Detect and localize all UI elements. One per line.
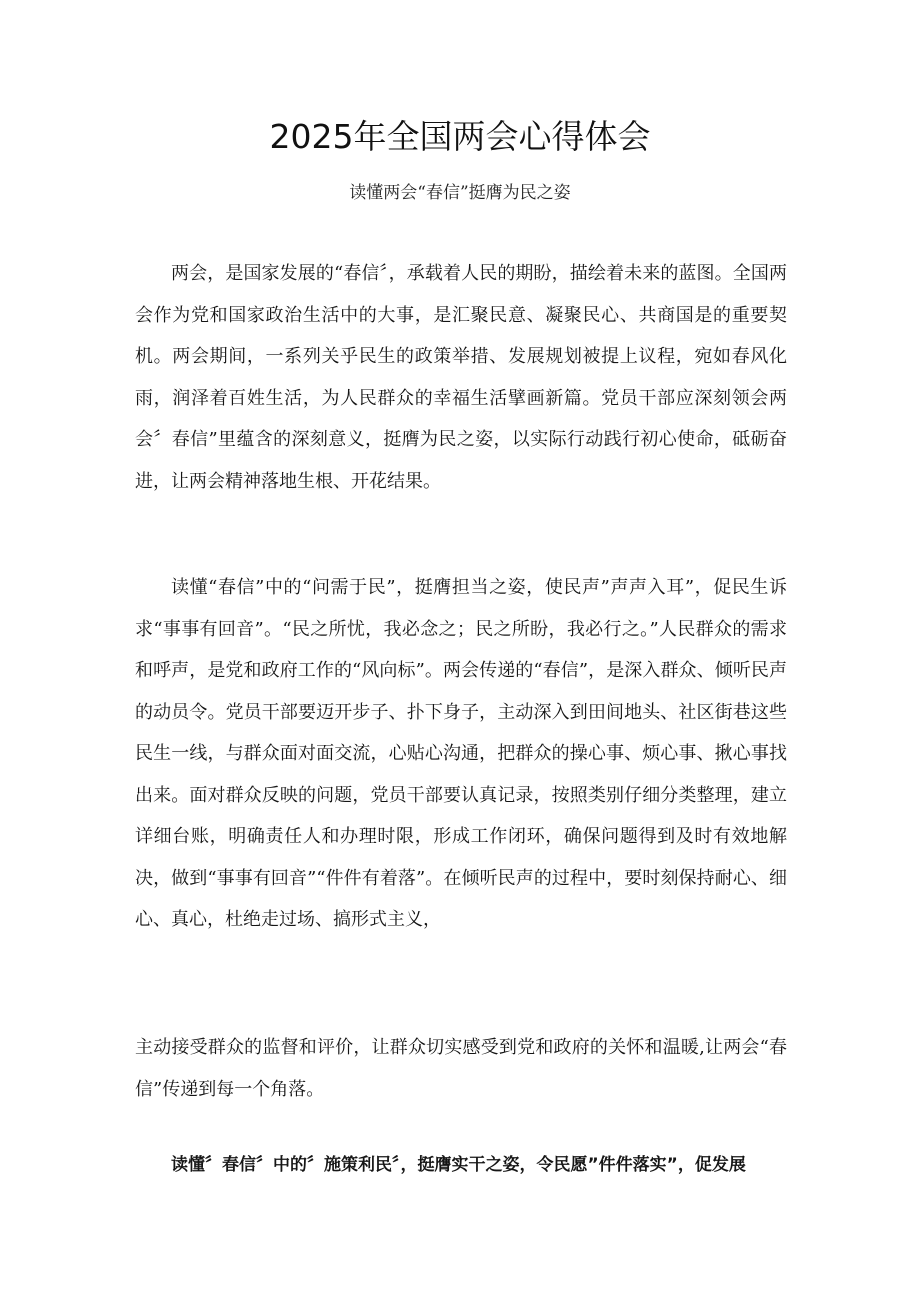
paragraph-listen-to-people: 读懂“春信”中的“问需于民”，挺膺担当之姿，使民声”声声入耳”，促民生诉求“事事有回音”。“民之所忧，我必念之；民之所盼，我必行之。”人民群众的需求和呼声，是党和政府工作的“风向标”。两会传递的“春信”，是深入群众、倾听民声的动员令。党员干部要迈开步子、扑下身子，主动深入到田间地头、社区街巷这些民生一线，与群众面对面交流，心贴心沟通，把群众的操心事、烦心事、揪心事找出来。面对群众反映的问题，党员干部要认真记录，按照类别仔细分类整理，建立详细台账，明确责任人和办理时限，形成工作闭环，确保问题得到及时有效地解决，做到“事事有回音”“件件有着落”。在倾听民声的过程中，要时刻保持耐心、细心、真心，杜绝走过场、搞形式主义， <box>135 577 787 930</box>
paragraph-continuation: 主动接受群众的监督和评价，让群众切实感受到党和政府的关怀和温暖,让两会“春信”传递到每一个角落。 <box>135 1037 787 1100</box>
paragraph-policy-heading: 读懂〞春信〞中的〞施策利民〞，挺膺实干之姿，令民愿”件件落实”，促发展 <box>171 1155 746 1175</box>
paragraph-intro: 两会，是国家发展的“春信〞，承载着人民的期盼，描绘着未来的蓝图。全国两会作为党和国家政治生活中的大事，是汇聚民意、凝聚民心、共商国是的重要契机。两会期间，一系列关乎民生的政策举措、发展规划被提上议程，宛如春风化雨，润泽着百姓生活，为人民群众的幸福生活擘画新篇。党员干部应深刻领会两会〞春信”里蕴含的深刻意义，挺膺为民之姿，以实际行动践行初心使命，砥砺奋进，让两会精神落地生根、开花结果。 <box>135 263 787 492</box>
document-subtitle: 读懂两会“春信”挺膺为民之姿 <box>349 183 571 203</box>
document-title: 2025年全国两会心得体会 <box>269 117 651 156</box>
